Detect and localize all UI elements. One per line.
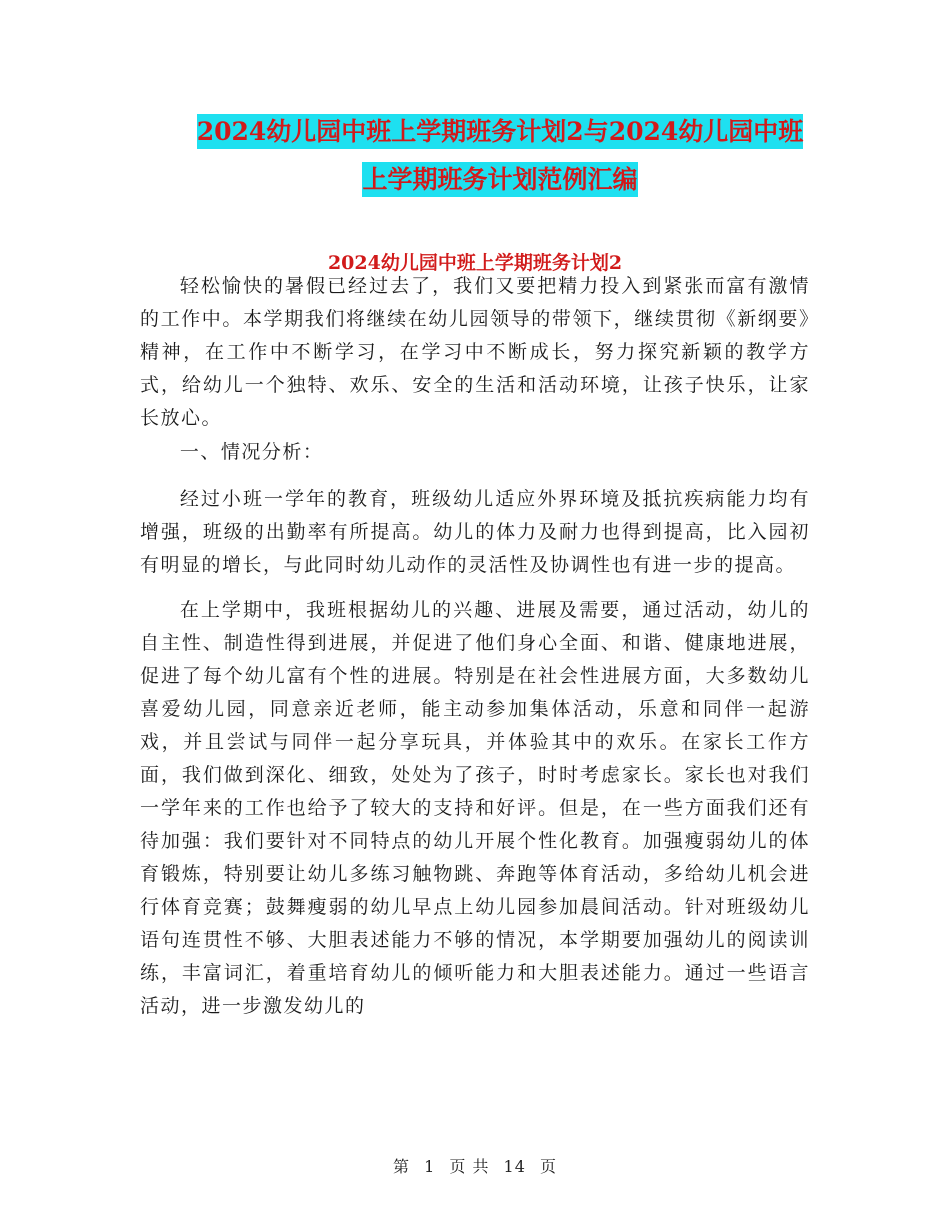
paragraph-analysis-2: 在上学期中，我班根据幼儿的兴趣、进展及需要，通过活动，幼儿的自主性、制造性得到进展，并促进了他们身心全面、和谐、健康地进展，促进了每个幼儿富有个性的进展。特别是在社会性进展方面，大多数幼儿喜爱幼儿园，同意亲近老师，能主动参加集体活动，乐意和同伴一起游戏，并且尝试与同伴一起分享玩具，并体验其中的欢乐。在家长工作方面，我们做到深化、细致，处处为了孩子，时时考虑家长。家长也对我们一学年来的工作也给予了较大的支持和好评。但是，在一些方面我们还有待加强：我们要针对不同特点的幼儿开展个性化教育。加强瘦弱幼儿的体育锻炼，特别要让幼儿多练习触物跳、奔跑等体育活动，多给幼儿机会进行体育竞赛；鼓舞瘦弱的幼儿早点上幼儿园参加晨间活动。针对班级幼儿语句连贯性不够、大胆表述能力不够的情况，本学期要加强幼儿的阅读训练，丰富词汇，着重培育幼儿的倾听能力和大胆表述能力。通过一些语言活动，进一步激发幼儿的 bbox=[140, 599, 810, 1017]
paragraph-intro: 轻松愉快的暑假已经过去了，我们又要把精力投入到紧张而富有激情的工作中。本学期我们将继续在幼儿园领导的带领下，继续贯彻《新纲要》精神，在工作中不断学习，在学习中不断成长，努力探究新颖的教学方式，给幼儿一个独特、欢乐、安全的生活和活动环境，让孩子快乐，让家长放心。 bbox=[140, 275, 810, 429]
paragraph-analysis-1: 经过小班一学年的教育，班级幼儿适应外界环境及抵抗疾病能力均有增强，班级的出勤率有所提高。幼儿的体力及耐力也得到提高，比入园初有明显的增长，与此同时幼儿动作的灵活性及协调性也有进一步的提高。 bbox=[140, 488, 810, 576]
document-body bbox=[140, 270, 810, 1023]
page-footer bbox=[0, 1154, 950, 1177]
section-title: 2024幼儿园中班上学期班务计划2 bbox=[327, 252, 623, 274]
footer-mid: 页 共 bbox=[449, 1157, 490, 1176]
footer-prefix: 第 bbox=[392, 1157, 410, 1176]
footer-suffix: 页 bbox=[540, 1157, 558, 1176]
document-title-line-2: 上学期班务计划范例汇编 bbox=[362, 162, 637, 197]
document-title bbox=[140, 108, 860, 204]
heading-situation-analysis: 一、情况分析： bbox=[179, 441, 324, 463]
document-title-line-1: 2024幼儿园中班上学期班务计划2与2024幼儿园中班 bbox=[197, 114, 804, 149]
footer-page-number: 1 bbox=[424, 1157, 436, 1176]
footer-total-pages: 14 bbox=[503, 1157, 526, 1176]
